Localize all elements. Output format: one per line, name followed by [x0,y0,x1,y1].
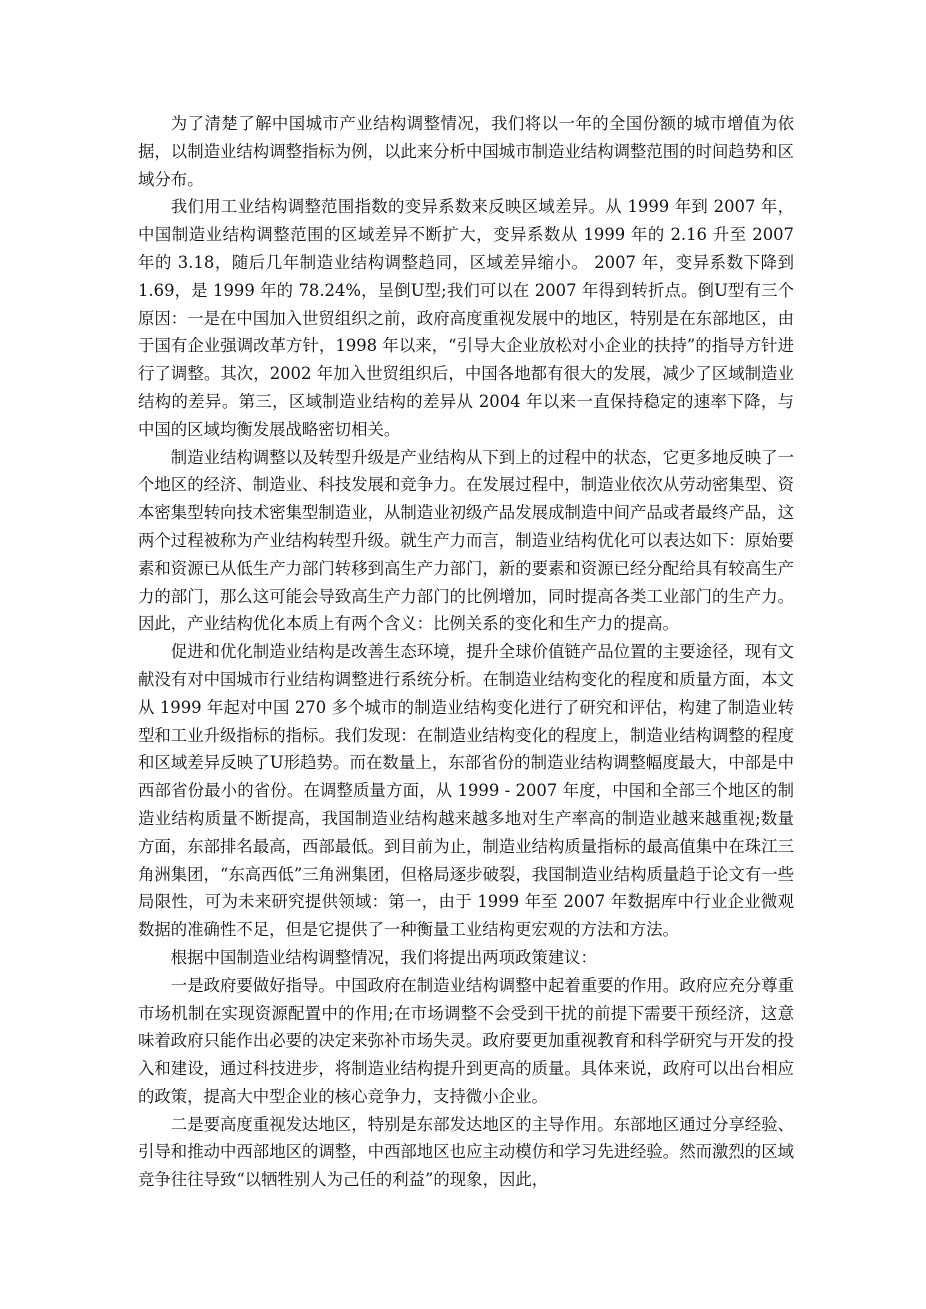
paragraph-intro: 为了清楚了解中国城市产业结构调整情况，我们将以一年的全国份额的城市增值为依据，以制造业结构调整指标为例，以此来分析中国城市制造业结构调整范围的时间趋势和区域分布。 [138,114,794,189]
paragraph-policy-government: 一是政府要做好指导。中国政府在制造业结构调整中起着重要的作用。政府应充分尊重市场机制在实现资源配置中的作用;在市场调整不会受到干扰的前提下需要干预经济，这意味着政府只能作出必要的决定来弥补市场失灵。政府要更加重视教育和科学研究与开发的投入和建设，通过科技进步，将制造业结构提升到更高的质量。具体来说，政府可以出台相应的政策，提高大中型企业的核心竞争力，支持微小企业。 [138,975,794,1106]
paragraph-policy-east-region: 二是要高度重视发达地区，特别是东部发达地区的主导作用。东部地区通过分享经验、引导和推动中西部地区的调整，中西部地区也应主动模仿和学习先进经验。然而激烈的区域竞争往往导致“以牺牲别人为己任的利益”的现象，因此， [138,1114,794,1190]
paragraph-regional-variation: 我们用工业结构调整范围指数的变异系数来反映区域差异。从 1999 年到 2007 年，中国制造业结构调整范围的区域差异不断扩大，变异系数从 1999 年的 2.16 升至 2007 年的 3.18，随后几年制造业结构调整趋同，区域差异缩小。 2007 年，变异系数下降到 1.69，是 1999 年的 78.24%，呈倒U型;我们可以在 2007 年得到转折点。倒U型有三个原因：一是在中国加入世贸组织之前，政府高度重视发展中的地区，特别是在东部地区，由于国有企业强调改革方针，1998 年以来，“引导大企业放松对小企业的扶持”的指导方针进行了调整。其次，2002 年加入世贸组织后，中国各地都有很大的发展，减少了区域制造业结构的差异。第三，区域制造业结构的差异从 2004 年以来一直保持稳定的速率下降，与中国的区域均衡发展战略密切相关。 [138,197,794,439]
paragraph-policy-intro: 根据中国制造业结构调整情况，我们将提出两项政策建议： [170,947,597,967]
paragraph-findings: 促进和优化制造业结构是改善生态环境，提升全球价值链产品位置的主要途径，现有文献没有对中国城市行业结构调整进行系统分析。在制造业结构变化的程度和质量方面，本文从 1999 年起对中国 270 多个城市的制造业结构变化进行了研究和评估，构建了制造业转型和工业升级指标的指标。我们发现：在制造业结构变化的程度上，制造业结构调整的程度和区域差异反映了U形趋势。而在数量上，东部省份的制造业结构调整幅度最大，中部是中西部省份最小的省份。在调整质量方面，从 1999 - 2007 年度，中国和全部三个地区的制造业结构质量不断提高，我国制造业结构越来越多地对生产率高的制造业越来越重视;数量方面，东部排名最高，西部最低。到目前为止，制造业结构质量指标的最高值集中在珠江三角洲集团，“东高西低”三角洲集团，但格局逐步破裂，我国制造业结构质量趋于论文有一些局限性，可为未来研究提供领域：第一，由于 1999 年至 2007 年数据库中行业企业微观数据的准确性不足，但是它提供了一种衡量工业结构更宏观的方法和方法。 [138,642,794,940]
document-body [138,110,794,1194]
paragraph-structural-upgrade: 制造业结构调整以及转型升级是产业结构从下到上的过程中的状态，它更多地反映了一个地区的经济、制造业、科技发展和竞争力。在发展过程中，制造业依次从劳动密集型、资本密集型转向技术密集型制造业，从制造业初级产品发展成制造中间产品或者最终产品，这两个过程被称为产业结构转型升级。就生产力而言，制造业结构优化可以表达如下：原始要素和资源已从低生产力部门转移到高生产力部门，新的要素和资源已经分配给具有较高生产力的部门，那么这可能会导致高生产力部门的比例增加，同时提高各类工业部门的生产力。因此，产业结构优化本质上有两个含义：比例关系的变化和生产力的提高。 [138,447,794,634]
